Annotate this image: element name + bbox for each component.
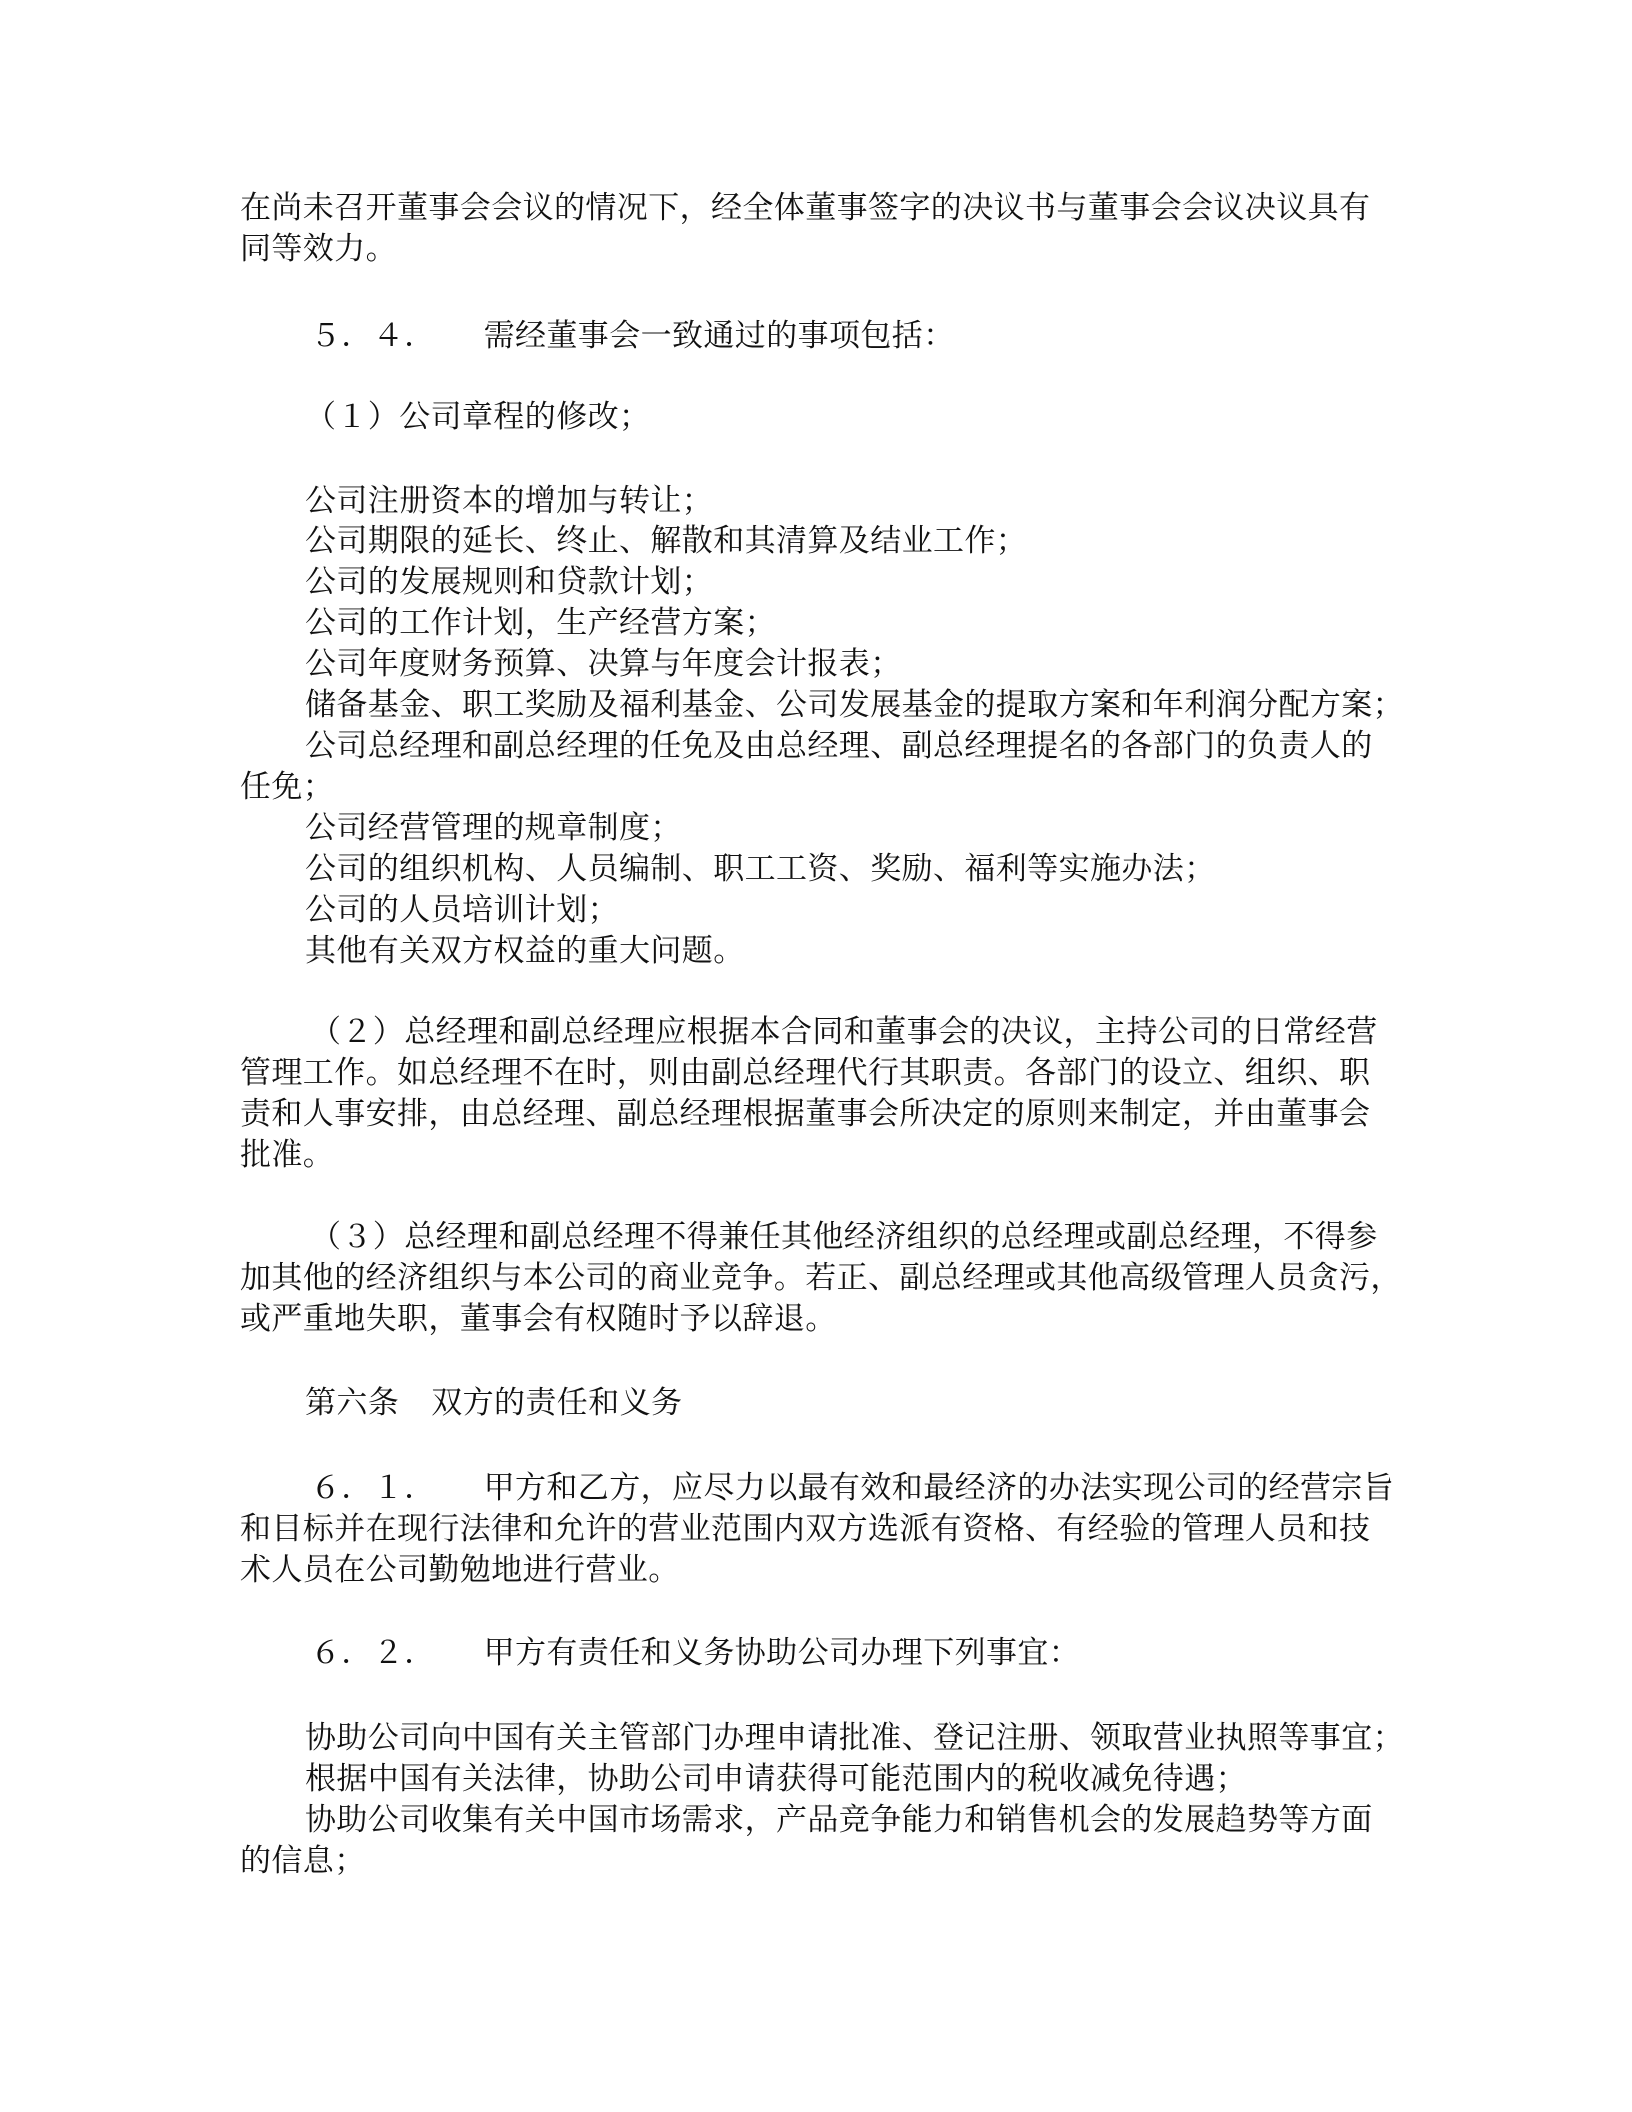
clause-6-1 [310, 1468, 1394, 1508]
paragraph-line: 术人员在公司勤勉地进行营业。 [240, 1552, 680, 1588]
list-item: 公司的人员培训计划； [305, 892, 619, 928]
clause-text: 需经董事会一致通过的事项包括： [483, 318, 955, 354]
paragraph-line: 同等效力。 [240, 231, 397, 267]
clause-text: 甲方有责任和义务协助公司办理下列事宜： [483, 1635, 1081, 1671]
list-item: 其他有关双方权益的重大问题。 [305, 933, 745, 969]
paragraph-line: 在尚未召开董事会会议的情况下，经全体董事签字的决议书与董事会会议决议具有 [240, 190, 1371, 226]
list-item-continuation: 任免； [240, 769, 335, 805]
paragraph-line: 责和人事安排，由总经理、副总经理根据董事会所决定的原则来制定，并由董事会 [240, 1096, 1371, 1132]
list-item: 储备基金、职工奖励及福利基金、公司发展基金的提取方案和年利润分配方案； [305, 687, 1404, 723]
list-item: 公司期限的延长、终止、解散和其清算及结业工作； [305, 523, 1028, 559]
paragraph-line: （３）总经理和副总经理不得兼任其他经济组织的总经理或副总经理，不得参 [310, 1219, 1378, 1255]
paragraph-line: 加其他的经济组织与本公司的商业竞争。若正、副总经理或其他高级管理人员贪污， [240, 1260, 1402, 1296]
clause-number: ５．４． [310, 318, 436, 354]
list-item: 公司的工作计划，生产经营方案； [305, 605, 776, 641]
paragraph-line: （２）总经理和副总经理应根据本合同和董事会的决议，主持公司的日常经营 [310, 1014, 1378, 1050]
article-6-heading [305, 1383, 682, 1423]
article-number: 第六条 [305, 1385, 400, 1421]
paragraph-line: 或严重地失职，董事会有权随时予以辞退。 [240, 1301, 837, 1337]
paragraph-line: 和目标并在现行法律和允许的营业范围内双方选派有资格、有经验的管理人员和技 [240, 1511, 1371, 1547]
list-item: 公司的发展规则和贷款计划； [305, 564, 714, 600]
list-item: 根据中国有关法律，协助公司申请获得可能范围内的税收减免待遇； [305, 1761, 1247, 1797]
paragraph-line: 管理工作。如总经理不在时，则由副总经理代行其职责。各部门的设立、组织、职 [240, 1055, 1371, 1091]
clause-number: ６．１． [310, 1470, 436, 1506]
item-1-heading: （１）公司章程的修改； [305, 399, 651, 435]
list-item: 公司年度财务预算、决算与年度会计报表； [305, 646, 902, 682]
clause-6-2 [310, 1633, 1080, 1673]
list-item: 公司注册资本的增加与转让； [305, 483, 714, 519]
clause-number: ６．２． [310, 1635, 436, 1671]
paragraph-line: 批准。 [240, 1137, 335, 1173]
article-title: 双方的责任和义务 [431, 1385, 683, 1421]
clause-5-4 [310, 316, 955, 356]
clause-text: 甲方和乙方，应尽力以最有效和最经济的办法实现公司的经营宗旨 [483, 1470, 1395, 1506]
list-item: 协助公司收集有关中国市场需求，产品竞争能力和销售机会的发展趋势等方面 [305, 1802, 1373, 1838]
list-item: 公司的组织机构、人员编制、职工工资、奖励、福利等实施办法； [305, 851, 1216, 887]
list-item-continuation: 的信息； [240, 1843, 366, 1879]
list-item: 公司经营管理的规章制度； [305, 810, 682, 846]
list-item: 协助公司向中国有关主管部门办理申请批准、登记注册、领取营业执照等事宜； [305, 1720, 1404, 1756]
list-item: 公司总经理和副总经理的任免及由总经理、副总经理提名的各部门的负责人的 [305, 728, 1373, 764]
